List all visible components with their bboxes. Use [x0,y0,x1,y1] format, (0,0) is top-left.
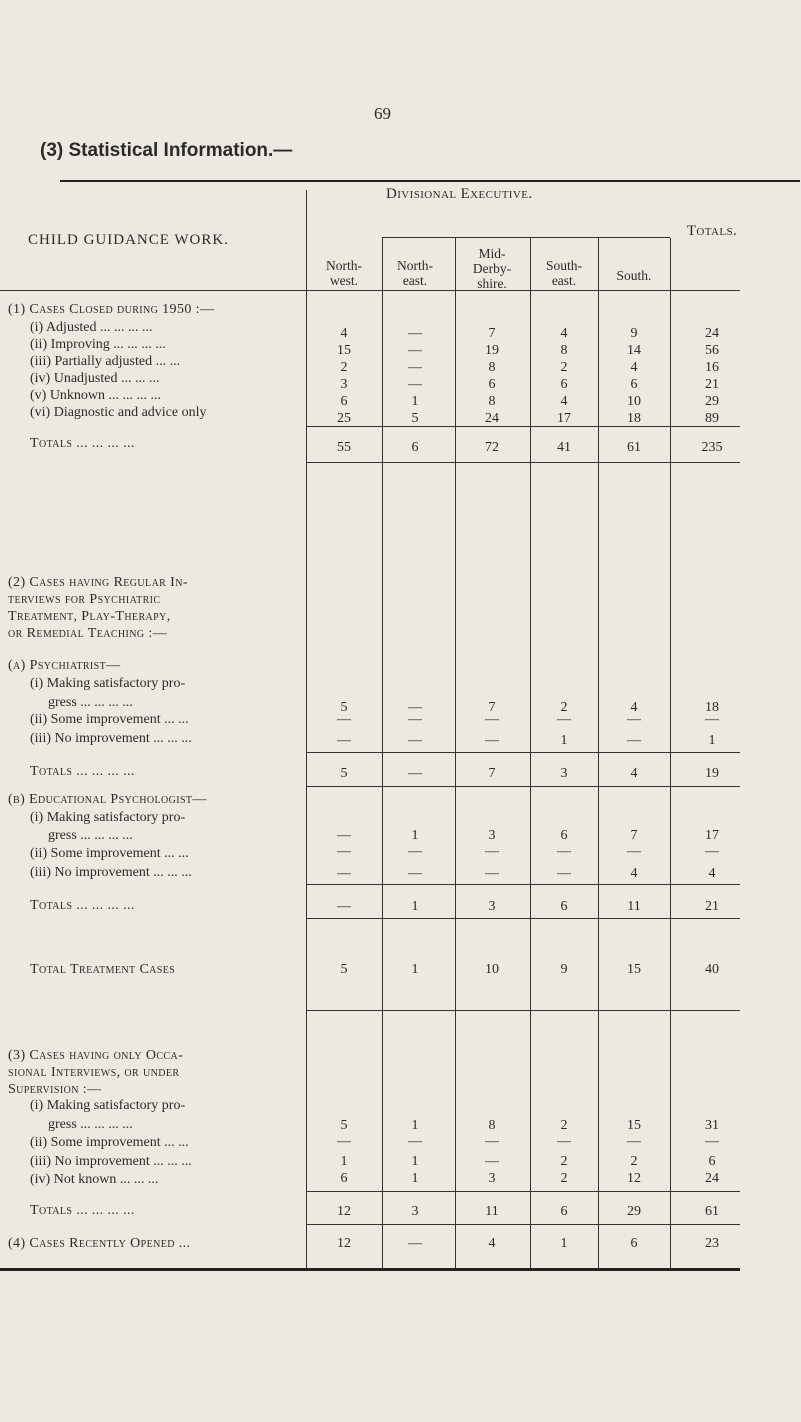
table-cell: — [408,1134,422,1149]
table-cell: 4 [560,394,568,409]
table-cell: — [337,844,351,859]
table-cell: — [705,1134,719,1149]
table-cell: 89 [705,411,719,426]
totals-rule [306,1010,740,1011]
table-cell: 6 [340,1171,348,1186]
table-cell: 29 [705,394,719,409]
row-label: (i) Adjusted ... ... ... ... [30,320,153,335]
table-cell: 1 [340,1154,348,1169]
table-cell: 16 [705,360,719,375]
row-label: (iv) Unadjusted ... ... ... [30,371,160,386]
totals-label: Total Treatment Cases [30,962,176,977]
row-label: gress ... ... ... ... [48,695,133,710]
totals-label: Totals ... ... ... ... [30,436,135,451]
totals-cell: 6 [560,899,568,914]
table-cell: 14 [627,343,641,358]
table-cell: 6 [630,377,638,392]
totals-cell: — [408,766,422,781]
row-label: (vi) Diagnostic and advice only [30,405,207,420]
row-label: (iv) Not known ... ... ... [30,1172,159,1187]
table-cell: — [485,733,499,748]
table-cell: — [337,828,351,843]
totals-cell: 40 [705,962,719,977]
table-cell: 15 [627,1118,641,1133]
totals-cell: 29 [627,1204,641,1219]
table-cell: 6 [340,394,348,409]
table-cell: 5 [340,700,348,715]
table-cell: 24 [485,411,499,426]
subsection-title: (b) Educational Psychologist— [8,792,207,807]
totals-cell: 235 [701,440,723,455]
header-rule [0,290,740,291]
table-cell: 2 [560,1118,568,1133]
table-cell: 18 [705,700,719,715]
table-cell: 8 [560,343,568,358]
column-header: South- east. [545,258,582,288]
totals-cell: 61 [627,440,641,455]
column-rule [455,238,456,1268]
totals-cell: 10 [485,962,499,977]
totals-rule [306,462,740,463]
table-cell: — [337,733,351,748]
table-cell: 1 [411,1154,419,1169]
table-cell: 6 [488,377,496,392]
row-label: (ii) Some improvement ... ... [30,846,189,861]
row-label: gress ... ... ... ... [48,828,133,843]
totals-label: Totals ... ... ... ... [30,1203,135,1218]
row-label: (i) Making satisfactory pro- [30,810,186,825]
table-cell: 2 [340,360,348,375]
totals-cell: 15 [627,962,641,977]
table-cell: 1 [708,733,716,748]
totals-cell: 6 [411,440,419,455]
table-cell: 1 [411,828,419,843]
table-cell: 3 [340,377,348,392]
section-title: (3) Cases having only Occa- [8,1048,184,1063]
totals-cell: 5 [340,766,348,781]
totals-cell: 7 [488,766,496,781]
table-cell: — [408,360,422,375]
section-title: Treatment, Play-Therapy, [8,609,171,624]
table-cell: 23 [705,1236,719,1251]
totals-cell: 3 [488,899,496,914]
table-cell: — [557,866,571,881]
totals-cell: 41 [557,440,571,455]
table-cell: 6 [560,828,568,843]
table-cell: 12 [627,1171,641,1186]
totals-cell: 3 [411,1204,419,1219]
table-cell: 24 [705,326,719,341]
table-cell: 4 [708,866,716,881]
section-title: (4) Cases Recently Opened ... [8,1236,191,1251]
table-cell: 4 [560,326,568,341]
table-cell: 12 [337,1236,351,1251]
table-cell: — [408,326,422,341]
column-rule [382,238,383,1268]
table-cell: 10 [627,394,641,409]
totals-cell: 12 [337,1204,351,1219]
table-cell: 2 [560,1171,568,1186]
column-rule [670,238,671,1268]
table-cell: 17 [705,828,719,843]
table-cell: — [705,712,719,727]
column-header: Mid- Derby- shire. [472,246,512,291]
table-cell: 8 [488,394,496,409]
table-cell: 25 [337,411,351,426]
table-cell: — [337,712,351,727]
totals-rule [306,752,740,753]
table-cell: 9 [630,326,638,341]
table-cell: 8 [488,360,496,375]
totals-cell: 1 [411,962,419,977]
table-cell: — [408,733,422,748]
table-cell: 1 [411,394,419,409]
row-label: (iii) No improvement ... ... ... [30,865,192,880]
table-cell: 3 [488,1171,496,1186]
table-cell: — [485,844,499,859]
table-cell: 5 [340,1118,348,1133]
table-cell: 4 [630,360,638,375]
table-cell: — [408,700,422,715]
totals-cell: 19 [705,766,719,781]
table-cell: — [337,1134,351,1149]
row-label: (v) Unknown ... ... ... ... [30,388,162,403]
section-title: (1) Cases Closed during 1950 :— [8,302,215,317]
row-label: (i) Making satisfactory pro- [30,676,186,691]
totals-cell: 61 [705,1204,719,1219]
totals-cell: 5 [340,962,348,977]
table-cell: — [337,866,351,881]
column-rule [530,238,531,1268]
table-cell: — [557,1134,571,1149]
totals-rule [306,918,740,919]
table-cell: — [485,712,499,727]
row-label: gress ... ... ... ... [48,1117,133,1132]
table-cell: — [408,343,422,358]
column-header: North- west. [326,258,362,288]
totals-cell: — [337,899,351,914]
row-label: (ii) Some improvement ... ... [30,1135,189,1150]
section-heading: (3) Statistical Information.— [40,140,293,161]
table-cell: 2 [560,700,568,715]
totals-cell: 72 [485,440,499,455]
totals-cell: 55 [337,440,351,455]
table-cell: 2 [630,1154,638,1169]
totals-rule [306,426,740,427]
table-cell: — [705,844,719,859]
totals-cell: 4 [630,766,638,781]
section-title: sional Interviews, or under [8,1065,180,1080]
table-cell: 1 [411,1171,419,1186]
table-cell: — [408,844,422,859]
totals-cell: 1 [411,899,419,914]
table-cell: — [408,377,422,392]
totals-label: Totals ... ... ... ... [30,898,135,913]
row-label: (iii) Partially adjusted ... ... [30,354,181,369]
row-label: (ii) Improving ... ... ... ... [30,337,166,352]
table-cell: — [485,1134,499,1149]
table-cell: — [627,733,641,748]
column-header: North- east. [397,258,433,288]
row-label: (iii) No improvement ... ... ... [30,731,192,746]
table-cell: — [627,1134,641,1149]
table-cell: 4 [488,1236,496,1251]
totals-cell: 11 [627,899,641,914]
table-cell: 18 [627,411,641,426]
top-rule [60,180,800,182]
table-cell: 24 [705,1171,719,1186]
table-cell: 31 [705,1118,719,1133]
subsection-title: (a) Psychiatrist— [8,658,121,673]
table-cell: — [557,844,571,859]
totals-rule [306,1191,740,1192]
table-cell: — [408,866,422,881]
table-cell: 7 [630,828,638,843]
totals-cell: 3 [560,766,568,781]
table-cell: — [627,712,641,727]
table-cell: — [408,712,422,727]
table-cell: 21 [705,377,719,392]
totals-label: Totals ... ... ... ... [30,764,135,779]
table-cell: 1 [560,733,568,748]
table-cell: — [627,844,641,859]
table-cell: 4 [340,326,348,341]
table-cell: 4 [630,866,638,881]
row-label: (i) Making satisfactory pro- [30,1098,186,1113]
table-cell: 1 [560,1236,568,1251]
column-rule [598,238,599,1268]
header-rule [382,237,670,238]
section-title: or Remedial Teaching :— [8,626,168,641]
table-cell: 7 [488,326,496,341]
table-cell: 3 [488,828,496,843]
totals-cell: 21 [705,899,719,914]
table-cell: — [557,712,571,727]
totals-rule [306,786,740,787]
totals-cell: 11 [485,1204,499,1219]
totals-cell: 6 [560,1204,568,1219]
column-header: South. [616,268,652,283]
table-cell: 4 [630,700,638,715]
table-left-header: CHILD GUIDANCE WORK. [28,232,229,248]
totals-rule [306,884,740,885]
table-cell: — [485,1154,499,1169]
section-title: terviews for Psychiatric [8,592,161,607]
table-cell: 8 [488,1118,496,1133]
divisional-executive-header: Divisional Executive. [386,186,533,202]
table-cell: 1 [411,1118,419,1133]
bottom-rule [0,1268,740,1271]
table-cell: — [485,866,499,881]
totals-rule [306,1224,740,1225]
table-cell: 6 [630,1236,638,1251]
column-rule [306,190,307,1268]
table-cell: 56 [705,343,719,358]
table-cell: 2 [560,1154,568,1169]
table-cell: 2 [560,360,568,375]
table-cell: 15 [337,343,351,358]
section-title: Supervision :— [8,1082,102,1097]
row-label: (ii) Some improvement ... ... [30,712,189,727]
table-cell: 5 [411,411,419,426]
table-cell: 7 [488,700,496,715]
table-cell: 19 [485,343,499,358]
totals-cell: 9 [560,962,568,977]
row-label: (iii) No improvement ... ... ... [30,1154,192,1169]
section-title: (2) Cases having Regular In- [8,575,188,590]
table-cell: 6 [708,1154,716,1169]
table-cell: — [408,1236,422,1251]
table-cell: 17 [557,411,571,426]
table-cell: 6 [560,377,568,392]
column-header: Totals. [686,223,738,239]
page-number: 69 [374,104,391,123]
